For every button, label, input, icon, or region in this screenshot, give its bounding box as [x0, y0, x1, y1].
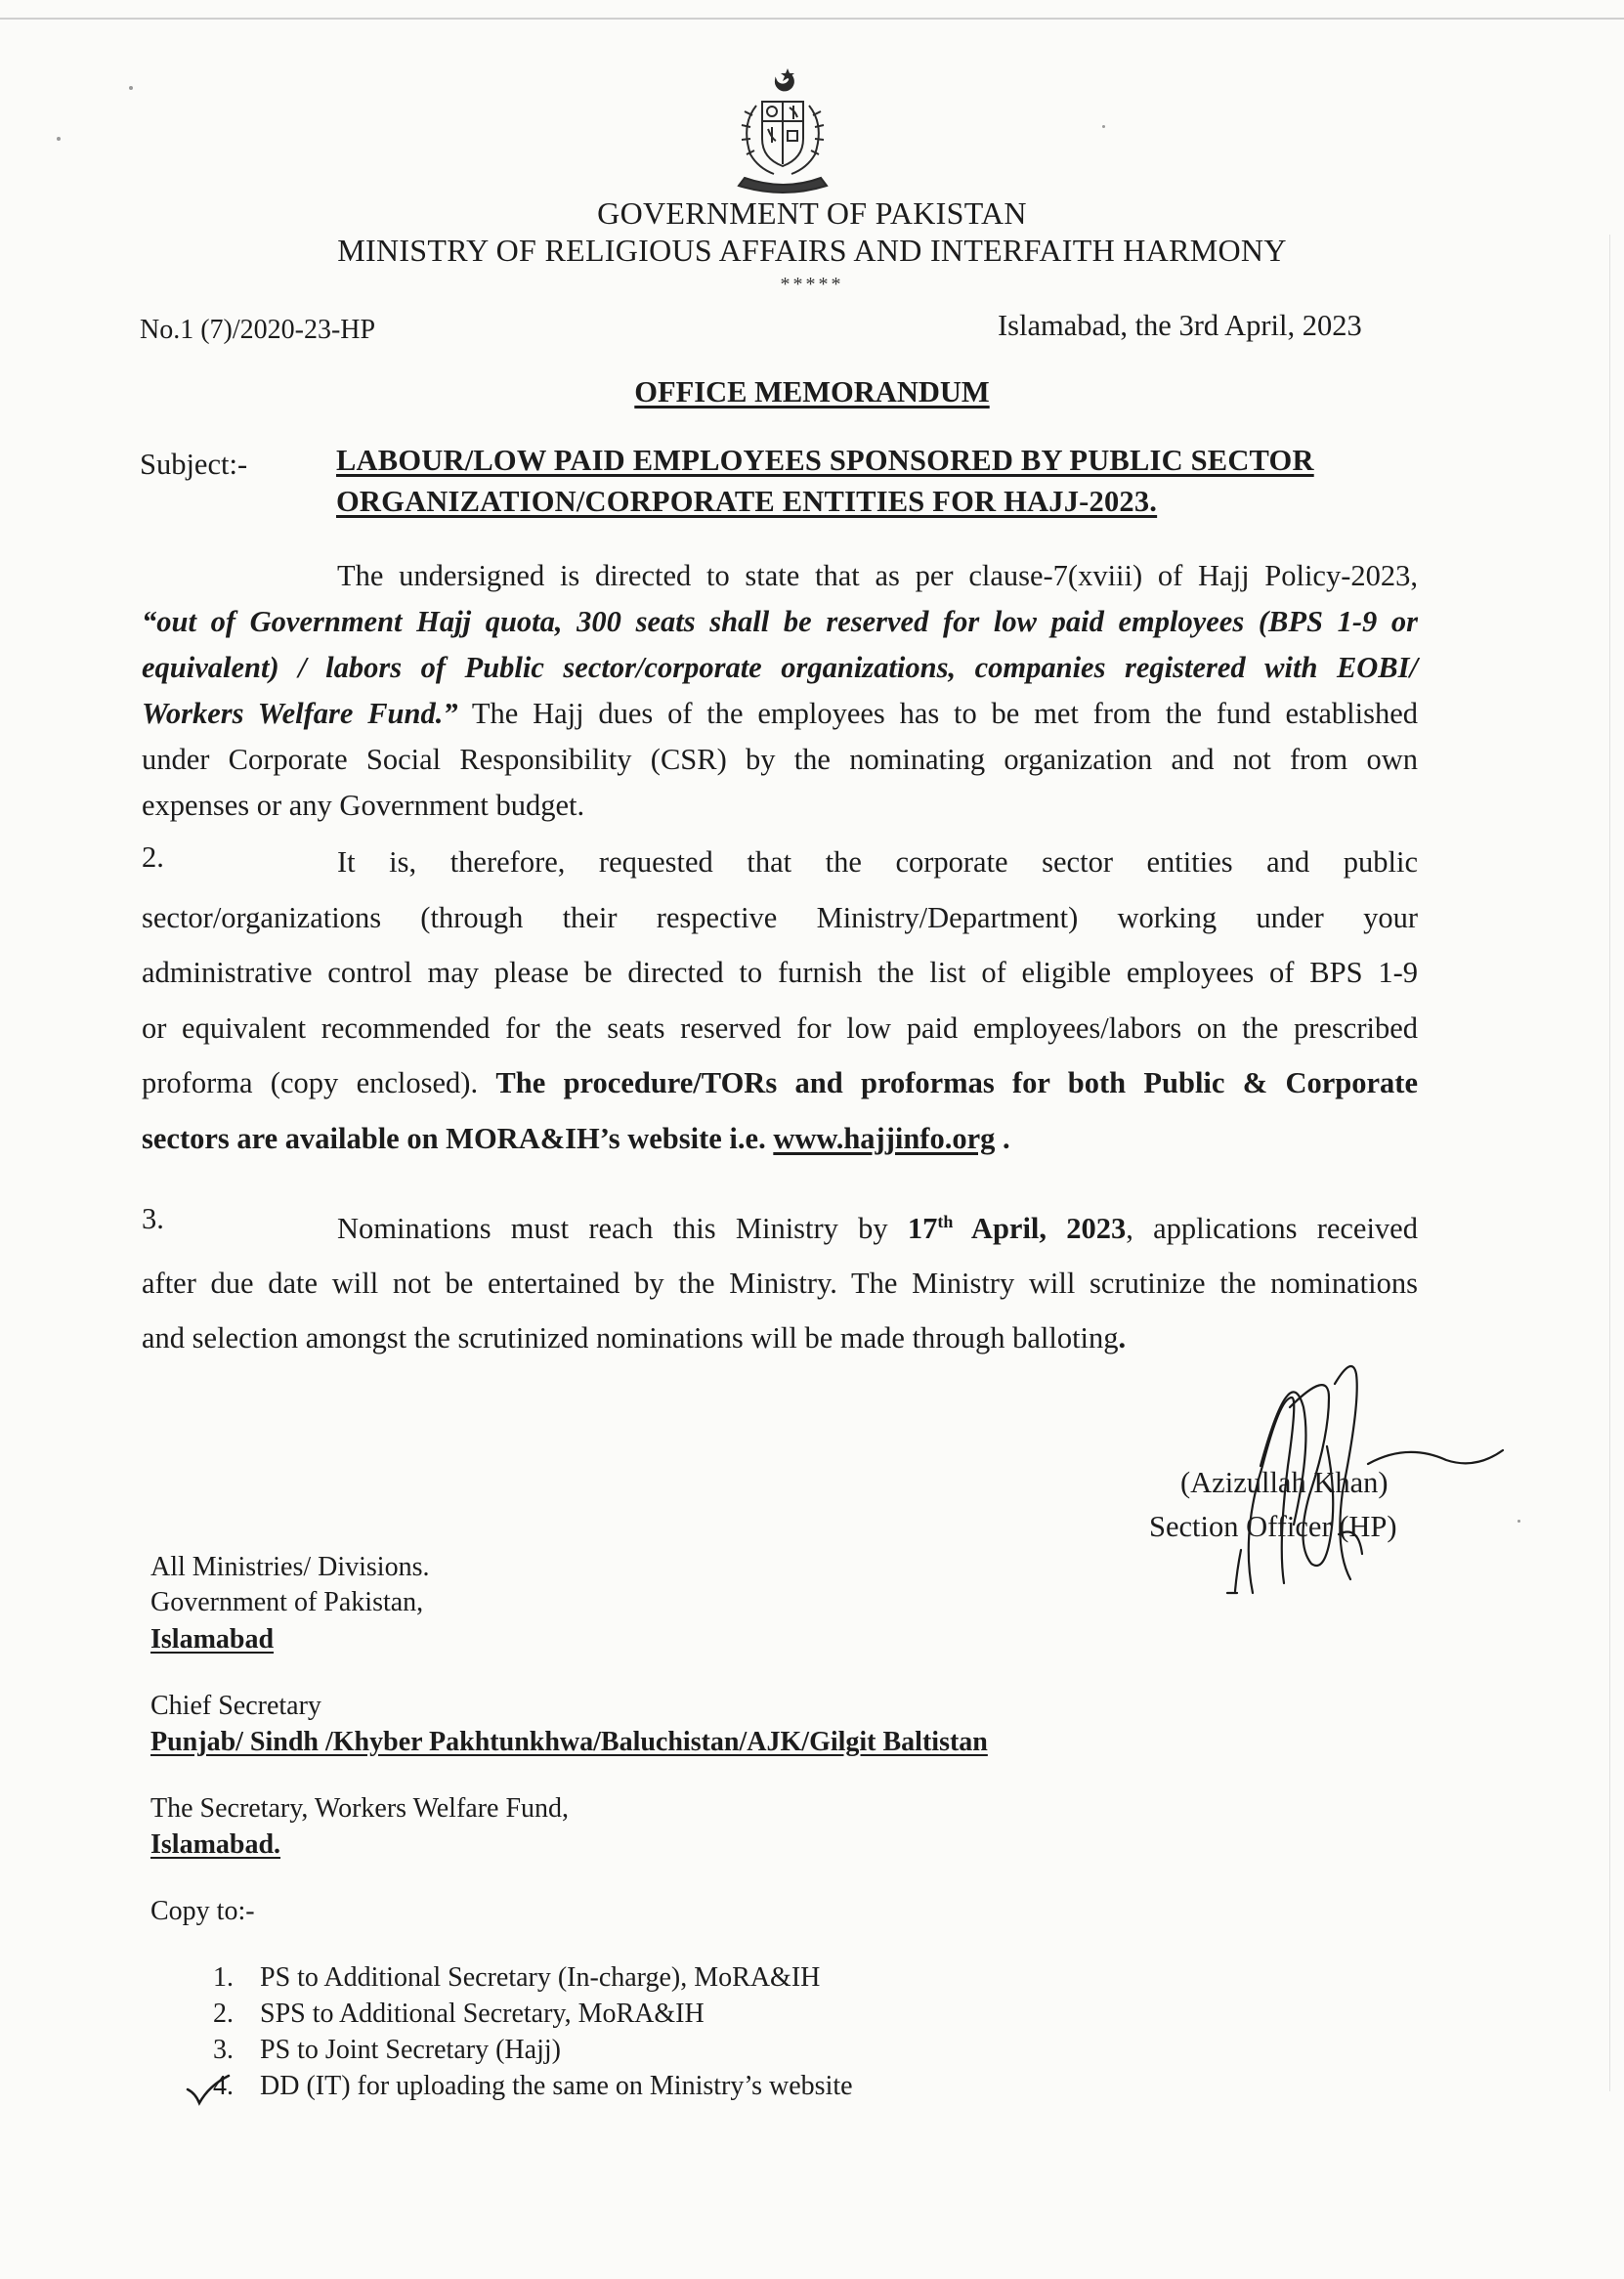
deadline-date [908, 1212, 1126, 1245]
para2-end: . [995, 1121, 1010, 1155]
state-emblem-icon [725, 66, 840, 203]
paragraph-2 [142, 835, 1418, 1166]
para1-quote-end: Workers Welfare Fund.” [142, 697, 458, 730]
para2-website-lead: sectors are available on MORA&IH’s website i.e. [142, 1121, 774, 1155]
copy-item-2-text: SPS to Additional Secretary, MoRA&IH [260, 1999, 705, 2029]
paragraph-3 [142, 1194, 1418, 1365]
recipient-1-line-3: Islamabad [150, 1624, 275, 1655]
para2-line-bold: The procedure/TORs and proformas for both Public & Corporate [495, 1066, 1418, 1099]
para3-line: after due date will not be entertained by the Ministry. The Ministry will scrutinize the nominations [142, 1267, 1418, 1301]
para3-text: Nominations must reach this Ministry by [337, 1212, 908, 1246]
para3-text: and selection amongst the scrutinized nominations will be made through balloting [142, 1321, 1119, 1355]
para2-line-normal: proforma (copy enclosed). [142, 1066, 496, 1099]
recipient-1-line-2: Government of Pakistan, [150, 1587, 424, 1617]
para1-quote-line: equivalent) / labors of Public sector/corporate organizations, companies registered with EOBI/ [142, 651, 1418, 684]
para3-text: , applications received [1126, 1212, 1418, 1246]
header-government: GOVERNMENT OF PAKISTAN [597, 195, 1027, 231]
scan-edge-right [1609, 235, 1610, 2091]
subject-label: Subject:- [140, 448, 248, 481]
scan-speck [129, 86, 133, 90]
header-ministry: MINISTRY OF RELIGIOUS AFFAIRS AND INTERFAITH HARMONY [337, 233, 1287, 268]
deadline-month-year: April, 2023 [953, 1212, 1127, 1246]
copy-item-2-number: 2. [213, 1999, 234, 2029]
recipient-3-line-2: Islamabad. [150, 1829, 281, 1860]
copy-item-4-number: 4. [213, 2071, 234, 2101]
place-date: Islamabad, the 3rd April, 2023 [998, 309, 1362, 342]
para2-line: sector/organizations (through their respective Ministry/Department) working under your [142, 900, 1418, 934]
paragraph-1 [142, 553, 1418, 829]
copy-item-4-text: DD (IT) for uploading the same on Ministry’s website [260, 2071, 853, 2101]
signatory-name: (Azizullah Khan) [1180, 1466, 1389, 1499]
deadline-suffix: th [937, 1212, 954, 1231]
memo-title: OFFICE MEMORANDUM [634, 375, 990, 408]
subject-line-2: ORGANIZATION/CORPORATE ENTITIES FOR HAJJ-2023. [336, 485, 1158, 518]
para2-line: It is, therefore, requested that the corporate sector entities and public [337, 845, 1418, 879]
subject-line-1: LABOUR/LOW PAID EMPLOYEES SPONSORED BY PUBLIC SECTOR [336, 444, 1314, 477]
recipient-2-line-1: Chief Secretary [150, 1691, 321, 1721]
copy-item-1-number: 1. [213, 1962, 234, 1993]
para1-line: under Corporate Social Responsibility (CSR) by the nominating organization and not from own [142, 743, 1418, 776]
copy-to-label: Copy to:- [150, 1896, 255, 1926]
website-link[interactable]: www.hajjinfo.org [773, 1121, 996, 1155]
para1-line-rest: The Hajj dues of the employees has to be met from the fund established [457, 697, 1419, 730]
signatory-designation: Section Officer (HP) [1149, 1510, 1397, 1543]
para3-period: . [1118, 1321, 1127, 1355]
copy-item-1-text: PS to Additional Secretary (In-charge), MoRA&IH [260, 1962, 821, 1993]
header-stars: ***** [780, 274, 844, 295]
deadline-day: 17 [907, 1212, 938, 1246]
recipient-2-line-2: Punjab/ Sindh /Khyber Pakhtunkhwa/Baluchistan/AJK/Gilgit Baltistan [150, 1727, 988, 1757]
copy-item-3-number: 3. [213, 2035, 234, 2065]
para1-quote-line: “out of Government Hajj quota, 300 seats shall be reserved for low paid employees (BPS 1-9 or [142, 605, 1418, 638]
recipient-1-line-1: All Ministries/ Divisions. [150, 1552, 430, 1582]
scan-speck [1102, 125, 1105, 128]
para1-line [142, 691, 1418, 737]
copy-item-3-text: PS to Joint Secretary (Hajj) [260, 2035, 561, 2065]
para2-line [142, 1055, 1418, 1111]
para2-number: 2. [142, 840, 164, 874]
para2-line: administrative control may please be directed to furnish the list of eligible employees of BPS 1-9 [142, 956, 1418, 989]
para1-line: expenses or any Government budget. [142, 789, 585, 822]
para1-line: The undersigned is directed to state that as per clause-7(xviii) of Hajj Policy-2023, [337, 559, 1418, 592]
para3-number: 3. [142, 1202, 164, 1235]
scan-edge-top [0, 18, 1624, 20]
para2-line [142, 1111, 1418, 1167]
para3-line [142, 1194, 1418, 1256]
scan-speck [1517, 1520, 1520, 1523]
para2-line: or equivalent recommended for the seats reserved for low paid employees/labors on the prescribed [142, 1010, 1418, 1045]
recipient-3-line-1: The Secretary, Workers Welfare Fund, [150, 1793, 570, 1824]
scan-speck [57, 137, 61, 141]
reference-number: No.1 (7)/2020-23-HP [140, 315, 376, 345]
handwritten-tick-mark [186, 2072, 235, 2107]
